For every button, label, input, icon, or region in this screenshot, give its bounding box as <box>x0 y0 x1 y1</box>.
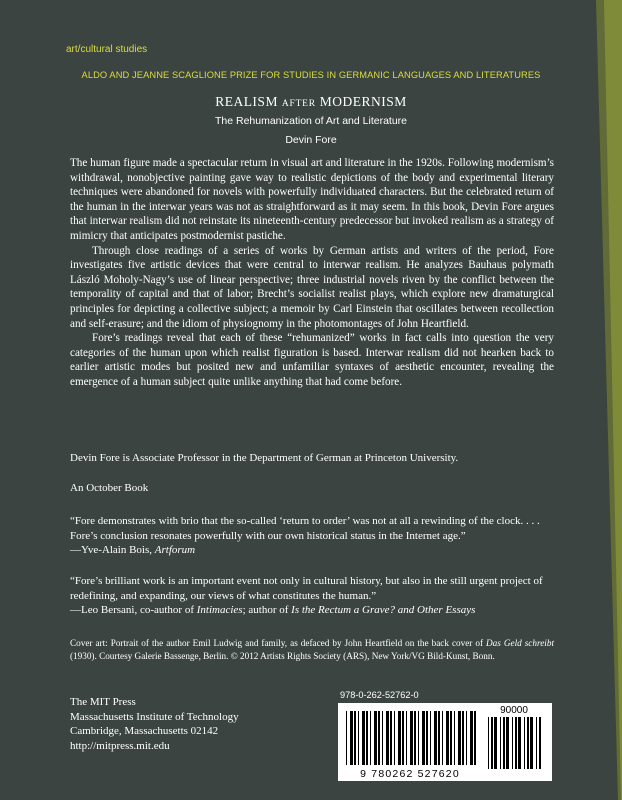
barcode-bar <box>500 717 501 769</box>
barcode-bar <box>382 711 383 765</box>
credit-title: Das Geld schreibt <box>486 638 554 648</box>
category-label: art/cultural studies <box>66 44 148 55</box>
quote-1-text: “Fore demonstrates with brio that the so-called ‘return to order’ was not at all a rewinding of the clock. . . . Fore’s conclusion resonates powerfully with our own historical status in the Internet age.” <box>70 515 540 542</box>
barcode-bar <box>402 711 404 765</box>
quote-1-source: Artforum <box>154 544 196 557</box>
title-part-1: REALISM <box>215 94 278 109</box>
barcode-bar <box>438 711 440 765</box>
barcode-bar <box>414 711 416 765</box>
publisher-name: The MIT Press <box>70 696 136 708</box>
barcode-bar <box>370 711 371 765</box>
barcode-bar <box>527 717 529 769</box>
barcode-bar <box>386 711 389 765</box>
barcode-bar <box>442 711 443 765</box>
quote-2-attribution-prefix: —Leo Bersani, co-author of <box>70 604 197 617</box>
isbn-number: 978-0-262-52762-0 <box>340 690 419 700</box>
quote-1-attribution <box>70 543 556 558</box>
publisher-address: Cambridge, Massachusetts 02142 <box>70 725 219 738</box>
credit-part-1: Cover art: Portrait of the author Emil Ludwig and family, as defaced by John Heartfield on the back cover of <box>70 638 487 648</box>
quote-2-work-2: Is the Rectum a Grave? and Other Essays <box>291 604 476 617</box>
barcode-bar <box>466 711 467 765</box>
stripe-highlight <box>604 0 622 800</box>
barcode-bar <box>515 717 517 769</box>
credit-part-2: (1930). Courtesy Galerie Bassenge, Berlin. © 2012 Artists Rights Society (ARS), New York/VG Bild-Kunst, Bonn. <box>70 651 495 661</box>
publisher-institution: Massachusetts Institute of Technology <box>70 710 239 723</box>
barcode-bar <box>354 711 356 765</box>
publisher-url: http://mitpress.mit.edu <box>70 739 170 752</box>
review-quote-1 <box>70 514 556 558</box>
author-bio: Devin Fore is Associate Professor in the Department of German at Princeton University. <box>70 452 459 464</box>
ean-bars <box>346 711 476 765</box>
barcode-bar <box>446 711 449 765</box>
book-subtitle: The Rehumanization of Art and Literature <box>214 115 408 127</box>
barcode-bar <box>474 711 476 765</box>
barcode-bar <box>346 711 347 765</box>
barcode-bar <box>491 717 493 769</box>
barcode-bar <box>374 711 377 765</box>
barcode-bar <box>406 711 407 765</box>
barcode-bar <box>378 711 380 765</box>
quote-1-attribution-prefix: —Yve-Alain Bois, <box>70 544 155 557</box>
barcode-bar <box>503 717 505 769</box>
quote-2-work-1: Intimacies <box>196 604 243 617</box>
barcode-bar <box>488 717 489 769</box>
description-paragraph-1: The human figure made a spectacular return in visual art and literature in the 1920s. Following modernism’s withdrawal, nonobjective painting gave way to realistic depictions of the body and experimental literary techniques were abandoned for novels with powerfully individuated characters. But the celebrated return of the human in the interwar years was not as straightforward as it may seem. In this book, Devin Fore argues that interwar realism did not reinstate its nineteenth-century predecessor but invoked realism as a strategy of mimicry that anticipates postmodernist pastiche. <box>70 157 554 242</box>
cover-art-credit <box>70 637 554 663</box>
book-title <box>0 94 622 110</box>
barcode-bar <box>536 717 537 769</box>
description-paragraph-3: Fore’s readings reveal that each of these “rehumanized” works in fact calls into question the very categories of the human upon which realist figuration is based. Interwar realism did not hearken back to earlier artistic modes but posited new and unfamiliar syntaxes of aesthetic encounter, revealing the emergence of a human subject quite unlike anything that had come before. <box>70 332 554 388</box>
barcode-bar <box>458 711 461 765</box>
barcode-bar <box>394 711 395 765</box>
barcode-bar <box>524 717 525 769</box>
barcode-bar <box>418 711 419 765</box>
title-part-3: MODERNISM <box>319 94 407 109</box>
quote-2-attribution-mid: ; author of <box>242 604 292 617</box>
barcode-bar <box>426 711 428 765</box>
title-part-2: AFTER <box>281 99 316 109</box>
prize-label: ALDO AND JEANNE SCAGLIONE PRIZE FOR STUDIES IN GERMANIC LANGUAGES AND LITERATURES <box>81 70 541 80</box>
description-paragraph-2: Through close readings of a series of works by German artists and writers of the period, Fore investigates five artistic devices that were central to interwar realism. He analyzes Bauhaus polymath László Moholy-Nagy’s use of linear perspective; three industrial novels riven by the conflict between the temporality of capital and that of labor; Brecht’s socialist realist plays, which explore new dramaturgical principles for depicting a collective subject; a memoir by Carl Einstein that oscillates between recollection and self-erasure; and the idiom of physiognomy in the photomontages of John Heartfield. <box>70 244 554 330</box>
barcode-bar <box>434 711 437 765</box>
barcode-bar <box>539 717 541 769</box>
addon-bars <box>488 717 541 769</box>
series-label: An October Book <box>70 482 149 494</box>
barcode-bar <box>350 711 353 765</box>
quote-2-text: “Fore’s brilliant work is an important event not only in cultural history, but also in the still urgent project of redefining, and expanding, our views of what constitutes the human.” <box>70 575 543 602</box>
price-code: 90000 <box>500 705 528 716</box>
barcode-bar <box>450 711 452 765</box>
barcode-bar <box>494 717 497 769</box>
publisher-block <box>70 695 239 753</box>
barcode-bar <box>358 711 359 765</box>
barcode-bar <box>398 711 401 765</box>
book-author: Devin Fore <box>285 134 337 146</box>
barcode-bar <box>462 711 464 765</box>
quote-2-attribution <box>70 603 556 618</box>
barcode-bar <box>470 711 473 765</box>
barcode-bar <box>362 711 365 765</box>
barcode-bar <box>454 711 455 765</box>
barcode-bar <box>506 717 509 769</box>
barcode-bar <box>530 717 533 769</box>
barcode-bar <box>366 711 368 765</box>
barcode-bar <box>512 717 513 769</box>
review-quote-2 <box>70 574 556 618</box>
barcode-bar <box>430 711 431 765</box>
book-description <box>70 156 554 390</box>
barcode-graphic <box>338 703 552 781</box>
ean-digits: 9 780262 527620 <box>360 768 460 780</box>
barcode-bar <box>422 711 425 765</box>
barcode-bar <box>390 711 392 765</box>
barcode-bar <box>518 717 521 769</box>
decorative-stripe <box>542 0 622 800</box>
barcode <box>338 703 552 781</box>
barcode-bar <box>410 711 413 765</box>
